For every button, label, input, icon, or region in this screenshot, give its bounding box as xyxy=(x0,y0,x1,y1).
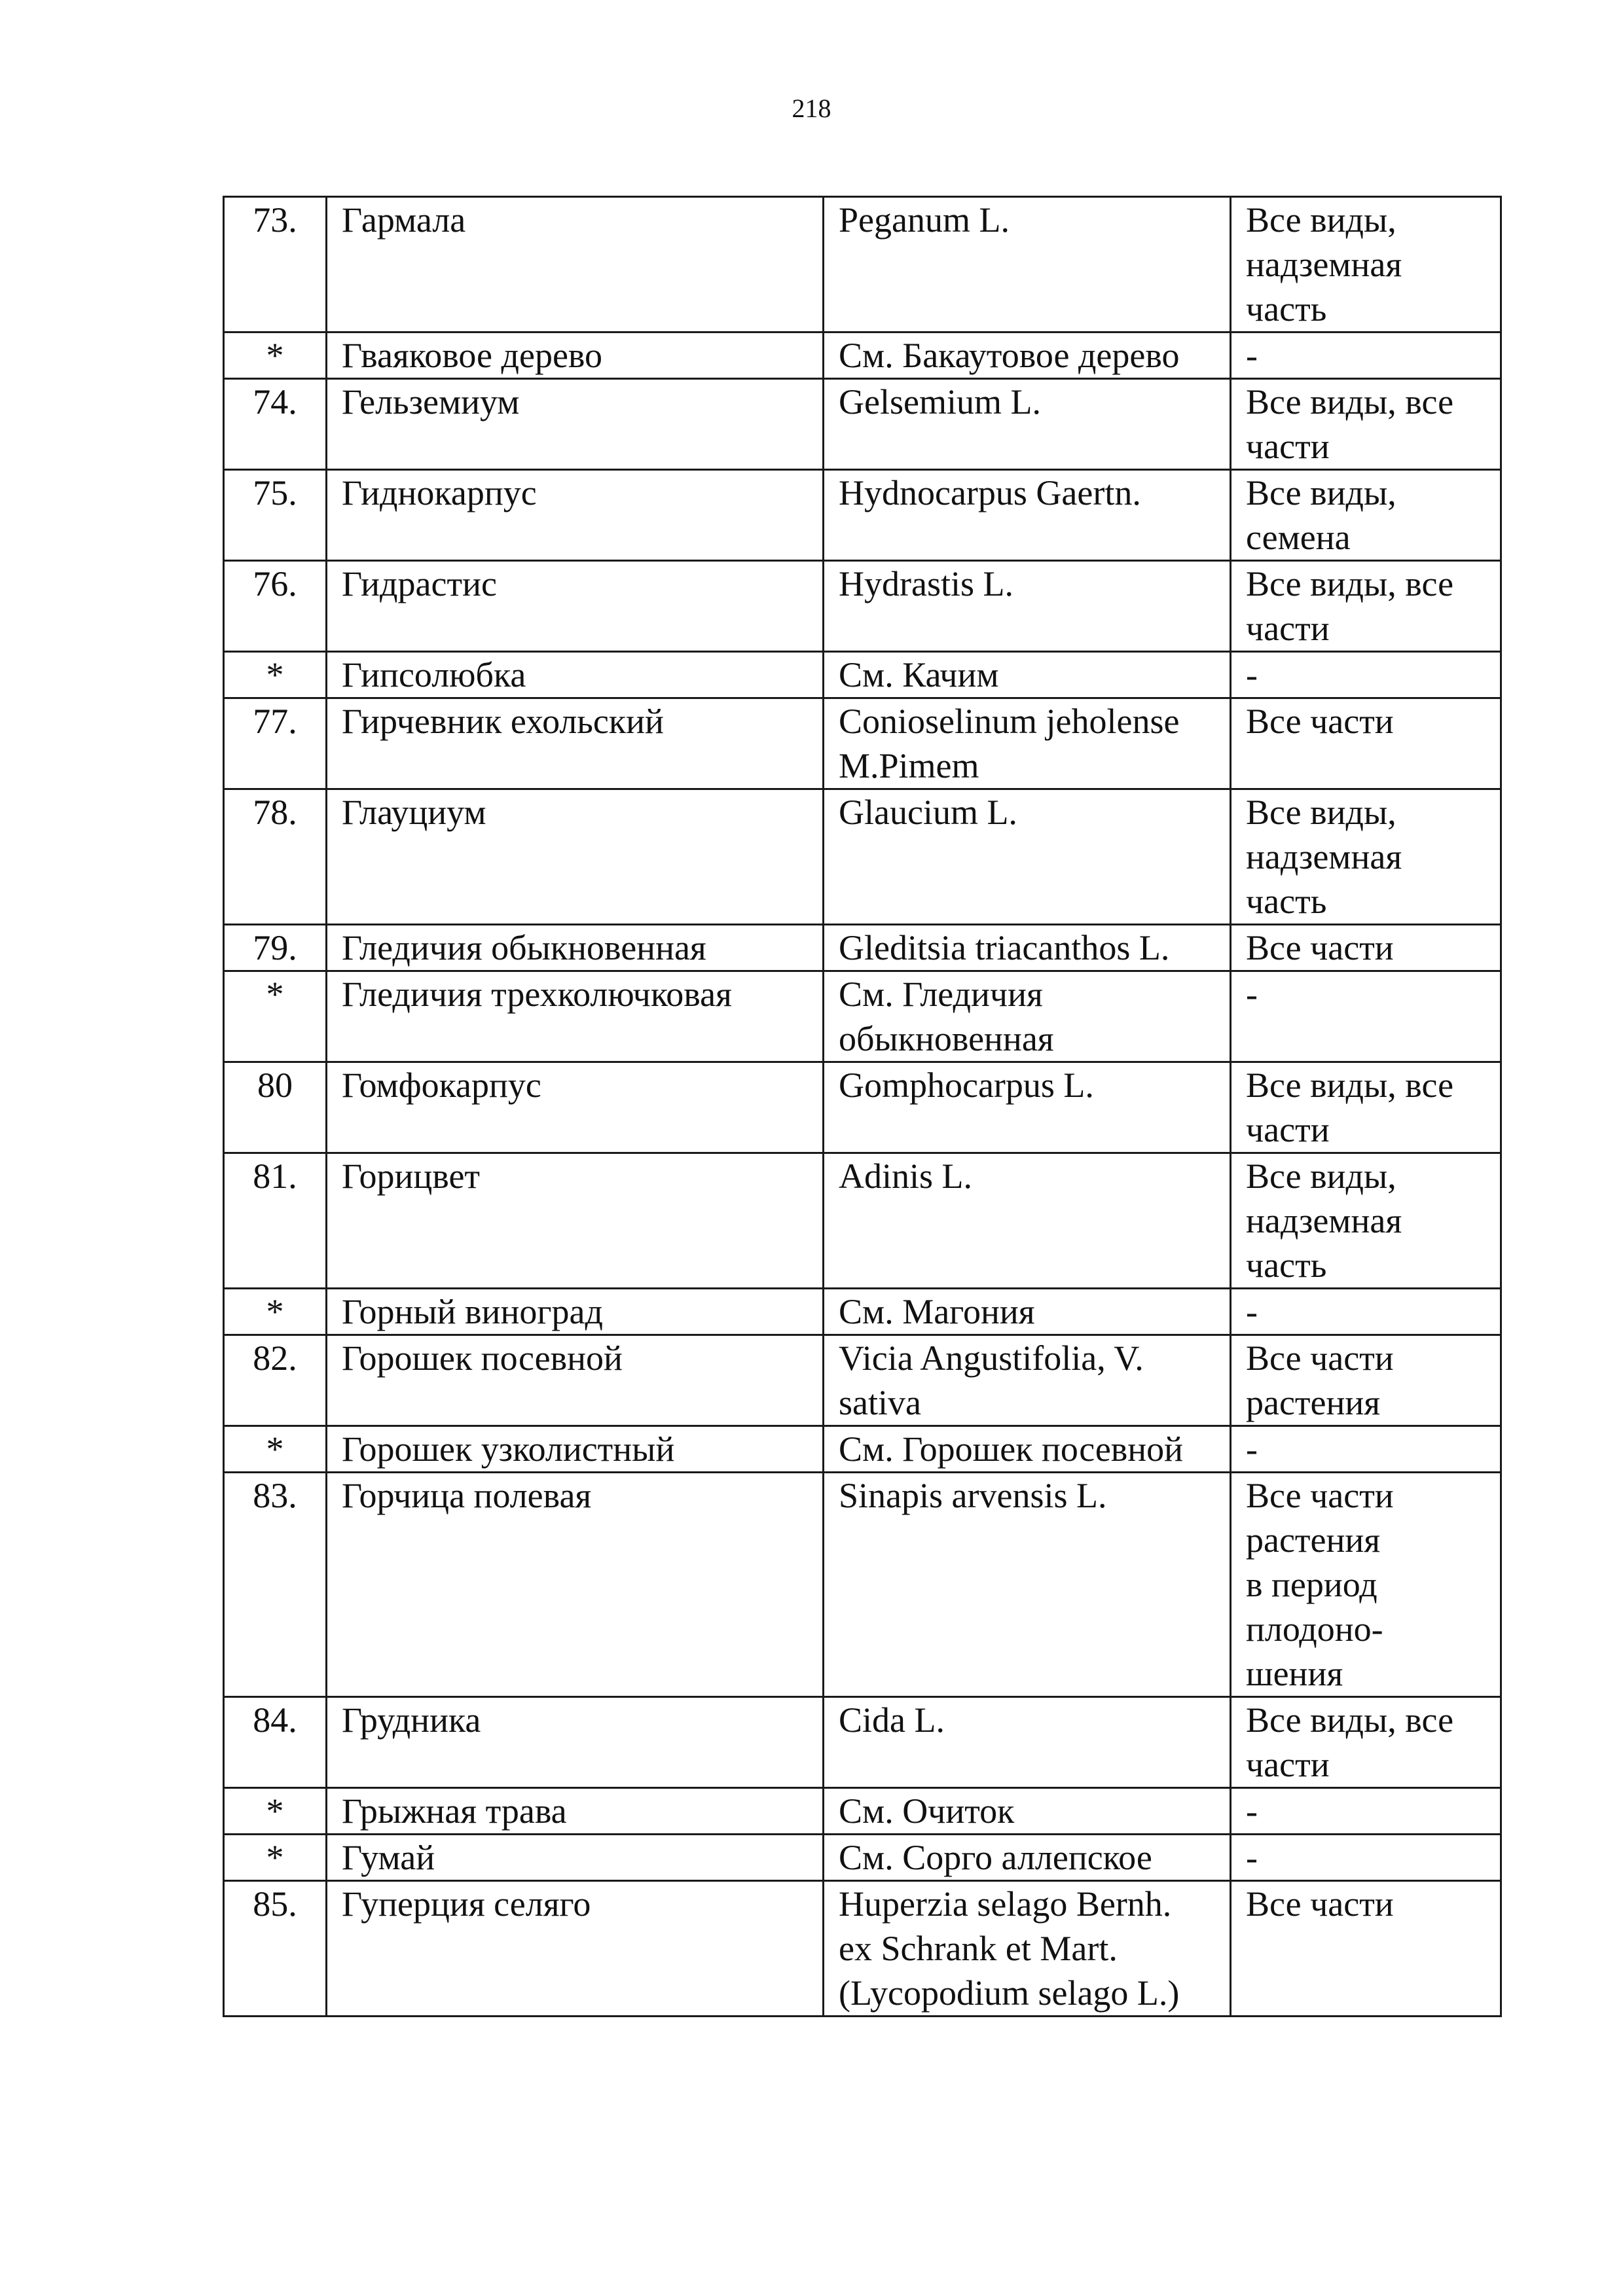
table-row xyxy=(224,1881,1501,2017)
latin-name-text: Conioselinum jeholense M.Pimem xyxy=(839,702,1180,785)
latin-name-cell xyxy=(824,1062,1231,1153)
plant-parts-cell xyxy=(1231,971,1501,1062)
latin-name-cell xyxy=(824,1881,1231,2017)
row-number-text: 77. xyxy=(253,702,297,741)
plant-parts-cell xyxy=(1231,332,1501,379)
latin-name-text: См. Очиток xyxy=(839,1791,1015,1831)
latin-name-cell xyxy=(824,561,1231,652)
russian-name-cell xyxy=(327,1473,824,1697)
plant-parts-cell xyxy=(1231,1062,1501,1153)
plant-parts-cell xyxy=(1231,197,1501,332)
russian-name-cell xyxy=(327,1062,824,1153)
latin-name-cell xyxy=(824,652,1231,698)
russian-name-cell xyxy=(327,789,824,925)
plant-parts-text: Все виды, семена xyxy=(1246,473,1396,557)
plant-parts-text: - xyxy=(1246,975,1258,1014)
plant-parts-text: - xyxy=(1246,1791,1258,1831)
row-number-cell xyxy=(224,1153,327,1289)
latin-name-cell xyxy=(824,1153,1231,1289)
row-number-text: * xyxy=(266,655,284,694)
latin-name-cell xyxy=(824,470,1231,561)
row-number-cell xyxy=(224,1289,327,1335)
row-number-text: 75. xyxy=(253,473,297,512)
russian-name-text: Гидрастис xyxy=(342,564,497,603)
plant-parts-text: - xyxy=(1246,1838,1258,1877)
row-number-cell xyxy=(224,561,327,652)
plant-parts-text: Все виды, все части xyxy=(1246,1700,1454,1784)
russian-name-cell xyxy=(327,652,824,698)
latin-name-text: Glaucium L. xyxy=(839,793,1017,832)
russian-name-text: Глауциум xyxy=(342,793,486,832)
latin-name-text: См. Сорго аллепское xyxy=(839,1838,1152,1877)
row-number-text: * xyxy=(266,1791,284,1831)
row-number-cell xyxy=(224,470,327,561)
table-row xyxy=(224,1153,1501,1289)
latin-name-cell xyxy=(824,698,1231,789)
plant-parts-cell xyxy=(1231,1881,1501,2017)
plant-parts-cell xyxy=(1231,1835,1501,1881)
russian-name-text: Гармала xyxy=(342,200,466,240)
latin-name-text: См. Качим xyxy=(839,655,999,694)
table-row xyxy=(224,1335,1501,1426)
plant-parts-cell xyxy=(1231,652,1501,698)
latin-name-cell xyxy=(824,332,1231,379)
row-number-cell xyxy=(224,1697,327,1788)
row-number-cell xyxy=(224,1473,327,1697)
plant-parts-text: Все виды, все части xyxy=(1246,1066,1454,1149)
latin-name-cell xyxy=(824,1335,1231,1426)
latin-name-text: Gelsemium L. xyxy=(839,382,1041,422)
plant-parts-text: Все виды, надземная часть xyxy=(1246,200,1402,329)
russian-name-text: Горный виноград xyxy=(342,1292,603,1331)
row-number-cell xyxy=(224,1788,327,1835)
russian-name-text: Грудника xyxy=(342,1700,481,1740)
russian-name-text: Грыжная трава xyxy=(342,1791,567,1831)
row-number-cell xyxy=(224,332,327,379)
plant-parts-text: - xyxy=(1246,1292,1258,1331)
row-number-text: 85. xyxy=(253,1884,297,1924)
russian-name-text: Гельземиум xyxy=(342,382,520,422)
row-number-text: 76. xyxy=(253,564,297,603)
plant-parts-cell xyxy=(1231,379,1501,470)
latin-name-cell xyxy=(824,197,1231,332)
row-number-text: * xyxy=(266,1292,284,1331)
latin-name-cell xyxy=(824,1835,1231,1881)
russian-name-cell xyxy=(327,1697,824,1788)
row-number-text: 83. xyxy=(253,1476,297,1515)
plant-parts-text: - xyxy=(1246,336,1258,375)
table-row xyxy=(224,652,1501,698)
russian-name-cell xyxy=(327,561,824,652)
row-number-text: 78. xyxy=(253,793,297,832)
table-row xyxy=(224,1473,1501,1697)
plant-parts-cell xyxy=(1231,1788,1501,1835)
plant-parts-cell xyxy=(1231,1153,1501,1289)
latin-name-cell xyxy=(824,1289,1231,1335)
plant-parts-text: Все виды, все части xyxy=(1246,564,1454,648)
table-row xyxy=(224,789,1501,925)
row-number-text: * xyxy=(266,336,284,375)
page-number: 218 xyxy=(792,94,831,123)
table-row xyxy=(224,197,1501,332)
row-number-text: 79. xyxy=(253,928,297,967)
row-number-text: 84. xyxy=(253,1700,297,1740)
russian-name-text: Гомфокарпус xyxy=(342,1066,541,1105)
plant-parts-text: Все виды, надземная часть xyxy=(1246,793,1402,921)
row-number-text: * xyxy=(266,975,284,1014)
russian-name-cell xyxy=(327,1335,824,1426)
plant-parts-cell xyxy=(1231,1697,1501,1788)
latin-name-text: Huperzia selago Bernh. ex Schrank et Mart. (Lycopodium selago L.) xyxy=(839,1884,1180,2013)
table-row xyxy=(224,1788,1501,1835)
russian-name-text: Гирчевник ехольский xyxy=(342,702,664,741)
table-row xyxy=(224,332,1501,379)
russian-name-text: Горицвет xyxy=(342,1157,481,1196)
plant-parts-cell xyxy=(1231,1473,1501,1697)
russian-name-cell xyxy=(327,1835,824,1881)
table-row xyxy=(224,698,1501,789)
russian-name-cell xyxy=(327,925,824,971)
row-number-cell xyxy=(224,925,327,971)
russian-name-cell xyxy=(327,332,824,379)
plant-parts-cell xyxy=(1231,561,1501,652)
russian-name-cell xyxy=(327,197,824,332)
row-number-cell xyxy=(224,652,327,698)
row-number-cell xyxy=(224,1835,327,1881)
row-number-cell xyxy=(224,789,327,925)
russian-name-text: Гледичия обыкновенная xyxy=(342,928,706,967)
russian-name-cell xyxy=(327,379,824,470)
latin-name-text: См. Магония xyxy=(839,1292,1035,1331)
plant-parts-text: Все части xyxy=(1246,928,1394,967)
row-number-text: * xyxy=(266,1838,284,1877)
plant-parts-text: Все виды, надземная часть xyxy=(1246,1157,1402,1285)
table-row xyxy=(224,925,1501,971)
row-number-text: 82. xyxy=(253,1338,297,1378)
latin-name-cell xyxy=(824,1426,1231,1473)
row-number-text: * xyxy=(266,1429,284,1469)
latin-name-cell xyxy=(824,379,1231,470)
table-row xyxy=(224,470,1501,561)
russian-name-cell xyxy=(327,470,824,561)
russian-name-text: Гваяковое дерево xyxy=(342,336,603,375)
latin-name-text: См. Горошек посевной xyxy=(839,1429,1184,1469)
latin-name-cell xyxy=(824,789,1231,925)
table-row xyxy=(224,971,1501,1062)
russian-name-cell xyxy=(327,1881,824,2017)
latin-name-cell xyxy=(824,1697,1231,1788)
latin-name-text: Adinis L. xyxy=(839,1157,973,1196)
row-number-cell xyxy=(224,379,327,470)
row-number-cell xyxy=(224,197,327,332)
latin-name-text: Vicia Angustifolia, V. sativa xyxy=(839,1338,1144,1422)
latin-name-cell xyxy=(824,1788,1231,1835)
row-number-text: 80 xyxy=(257,1066,293,1105)
latin-name-cell xyxy=(824,925,1231,971)
row-number-cell xyxy=(224,1335,327,1426)
plants-table xyxy=(223,196,1502,2017)
latin-name-text: См. Гледичия обыкновенная xyxy=(839,975,1054,1058)
plant-parts-text: Все части растения в период плодоно- шения xyxy=(1246,1476,1394,1693)
row-number-cell xyxy=(224,971,327,1062)
row-number-cell xyxy=(224,1426,327,1473)
plant-parts-cell xyxy=(1231,925,1501,971)
russian-name-cell xyxy=(327,1153,824,1289)
latin-name-text: Cida L. xyxy=(839,1700,945,1740)
plant-parts-text: - xyxy=(1246,1429,1258,1469)
russian-name-cell xyxy=(327,1788,824,1835)
table-row xyxy=(224,1062,1501,1153)
plant-parts-cell xyxy=(1231,1335,1501,1426)
latin-name-text: Gleditsia triacanthos L. xyxy=(839,928,1170,967)
plant-parts-cell xyxy=(1231,789,1501,925)
russian-name-text: Гумай xyxy=(342,1838,435,1877)
plant-parts-text: Все виды, все части xyxy=(1246,382,1454,466)
russian-name-text: Горошек узколистный xyxy=(342,1429,675,1469)
plant-parts-cell xyxy=(1231,698,1501,789)
table-row xyxy=(224,1289,1501,1335)
plant-parts-text: - xyxy=(1246,655,1258,694)
russian-name-text: Гипсолюбка xyxy=(342,655,526,694)
row-number-cell xyxy=(224,1062,327,1153)
row-number-text: 81. xyxy=(253,1157,297,1196)
row-number-text: 74. xyxy=(253,382,297,422)
russian-name-text: Гуперция селяго xyxy=(342,1884,591,1924)
latin-name-text: Sinapis arvensis L. xyxy=(839,1476,1107,1515)
russian-name-cell xyxy=(327,1289,824,1335)
russian-name-text: Горошек посевной xyxy=(342,1338,623,1378)
plant-parts-cell xyxy=(1231,470,1501,561)
russian-name-cell xyxy=(327,698,824,789)
latin-name-cell xyxy=(824,971,1231,1062)
russian-name-cell xyxy=(327,971,824,1062)
table-row xyxy=(224,561,1501,652)
plant-parts-text: Все части xyxy=(1246,702,1394,741)
row-number-cell xyxy=(224,1881,327,2017)
latin-name-text: Peganum L. xyxy=(839,200,1010,240)
table-row xyxy=(224,1697,1501,1788)
row-number-text: 73. xyxy=(253,200,297,240)
row-number-cell xyxy=(224,698,327,789)
plants-table-body xyxy=(224,197,1501,2017)
latin-name-cell xyxy=(824,1473,1231,1697)
plant-parts-cell xyxy=(1231,1289,1501,1335)
russian-name-text: Горчица полевая xyxy=(342,1476,592,1515)
table-row xyxy=(224,1835,1501,1881)
table-row xyxy=(224,379,1501,470)
russian-name-text: Гледичия трехколючковая xyxy=(342,975,732,1014)
russian-name-text: Гиднокарпус xyxy=(342,473,537,512)
russian-name-cell xyxy=(327,1426,824,1473)
table-row xyxy=(224,1426,1501,1473)
latin-name-text: Hydrastis L. xyxy=(839,564,1013,603)
latin-name-text: Hydnocarpus Gaertn. xyxy=(839,473,1141,512)
latin-name-text: См. Бакаутовое дерево xyxy=(839,336,1180,375)
latin-name-text: Gomphocarpus L. xyxy=(839,1066,1094,1105)
plant-parts-text: Все части растения xyxy=(1246,1338,1394,1422)
plant-parts-text: Все части xyxy=(1246,1884,1394,1924)
plant-parts-cell xyxy=(1231,1426,1501,1473)
